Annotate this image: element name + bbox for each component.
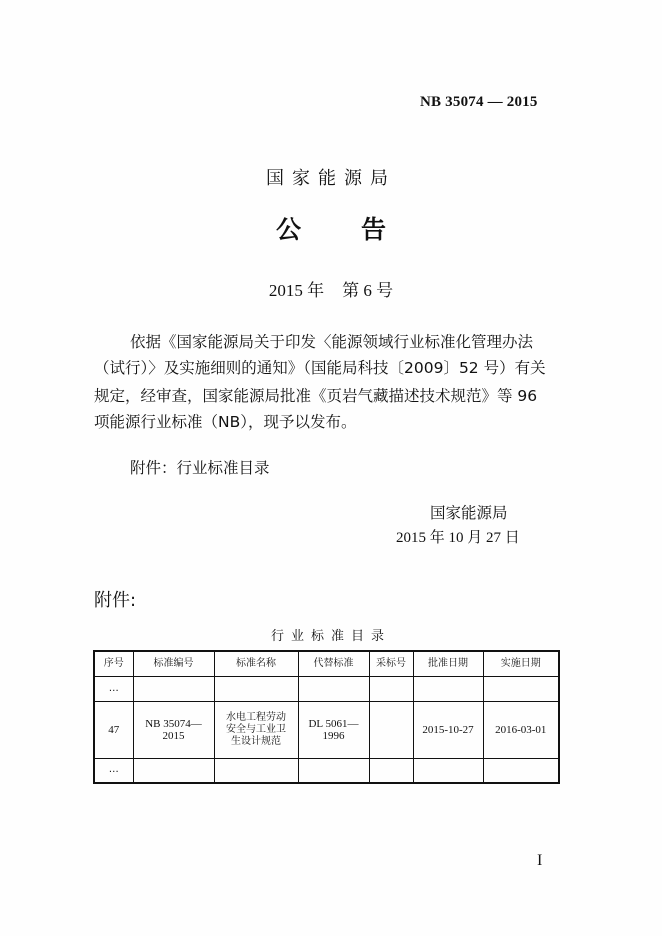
ellipsis-cell: … <box>94 676 133 701</box>
signature-org: 国家能源局 <box>430 504 508 522</box>
header-replaces: 代替标准 <box>298 651 369 676</box>
header-name: 标准名称 <box>214 651 298 676</box>
table-row <box>94 701 559 758</box>
row-approved: 2015-10-27 <box>413 701 483 758</box>
row-name <box>214 701 298 758</box>
body-line-3: 规定，经审查，国家能源局批准《页岩气藏描述技术规范》等 96 <box>94 387 538 405</box>
body-line-4: 项能源行业标准（NB），现予以发布。 <box>94 413 357 431</box>
row-name-line-1: 水电工程劳动 <box>226 711 286 723</box>
notice-year: 2015 年 <box>268 281 325 300</box>
notice-title-left: 公 <box>275 215 301 244</box>
row-replaces-line-1: DL 5061— <box>308 717 359 730</box>
notice-title-right: 告 <box>361 215 387 244</box>
row-seq: 47 <box>94 701 133 758</box>
header-adopted: 采标号 <box>369 651 413 676</box>
row-replaces <box>298 701 369 758</box>
notice-title <box>0 210 662 246</box>
row-name-line-2: 安全与工业卫 <box>226 723 286 735</box>
table-title: 行业标准目录 <box>270 629 391 644</box>
body-line-2: （试行）〉及实施细则的通知》（国能局科技〔2009〕52 号）有关 <box>94 359 546 377</box>
header-effective: 实施日期 <box>483 651 559 676</box>
row-code-line-1: NB 35074— <box>145 717 202 730</box>
row-adopted <box>369 701 413 758</box>
attachment-line: 附件：行业标准目录 <box>130 459 270 477</box>
row-effective: 2016-03-01 <box>483 701 559 758</box>
ellipsis-cell: … <box>94 758 133 783</box>
table-row-ellipsis-bottom <box>94 758 559 783</box>
issuer-heading: 国家能源局 <box>266 168 396 189</box>
signature-date: 2015 年 10 月 27 日 <box>396 530 520 546</box>
standards-catalog-table <box>93 650 560 784</box>
header-approved: 批准日期 <box>413 651 483 676</box>
standard-code: NB 35074 — 2015 <box>420 94 538 110</box>
row-name-line-3: 生设计规范 <box>231 735 281 747</box>
body-line-1: 依据《国家能源局关于印发〈能源领域行业标准化管理办法 <box>130 333 534 351</box>
notice-number-line <box>0 276 662 301</box>
attachment-heading: 附件: <box>94 590 137 611</box>
table-row-ellipsis-top <box>94 676 559 701</box>
header-seq: 序号 <box>94 651 133 676</box>
notice-number: 第 6 号 <box>342 281 394 300</box>
row-replaces-line-2: 1996 <box>322 729 345 742</box>
table-header-row <box>94 651 559 676</box>
row-code <box>133 701 214 758</box>
row-code-line-2: 2015 <box>162 729 185 742</box>
header-code: 标准编号 <box>133 651 214 676</box>
page-number: I <box>537 852 543 869</box>
